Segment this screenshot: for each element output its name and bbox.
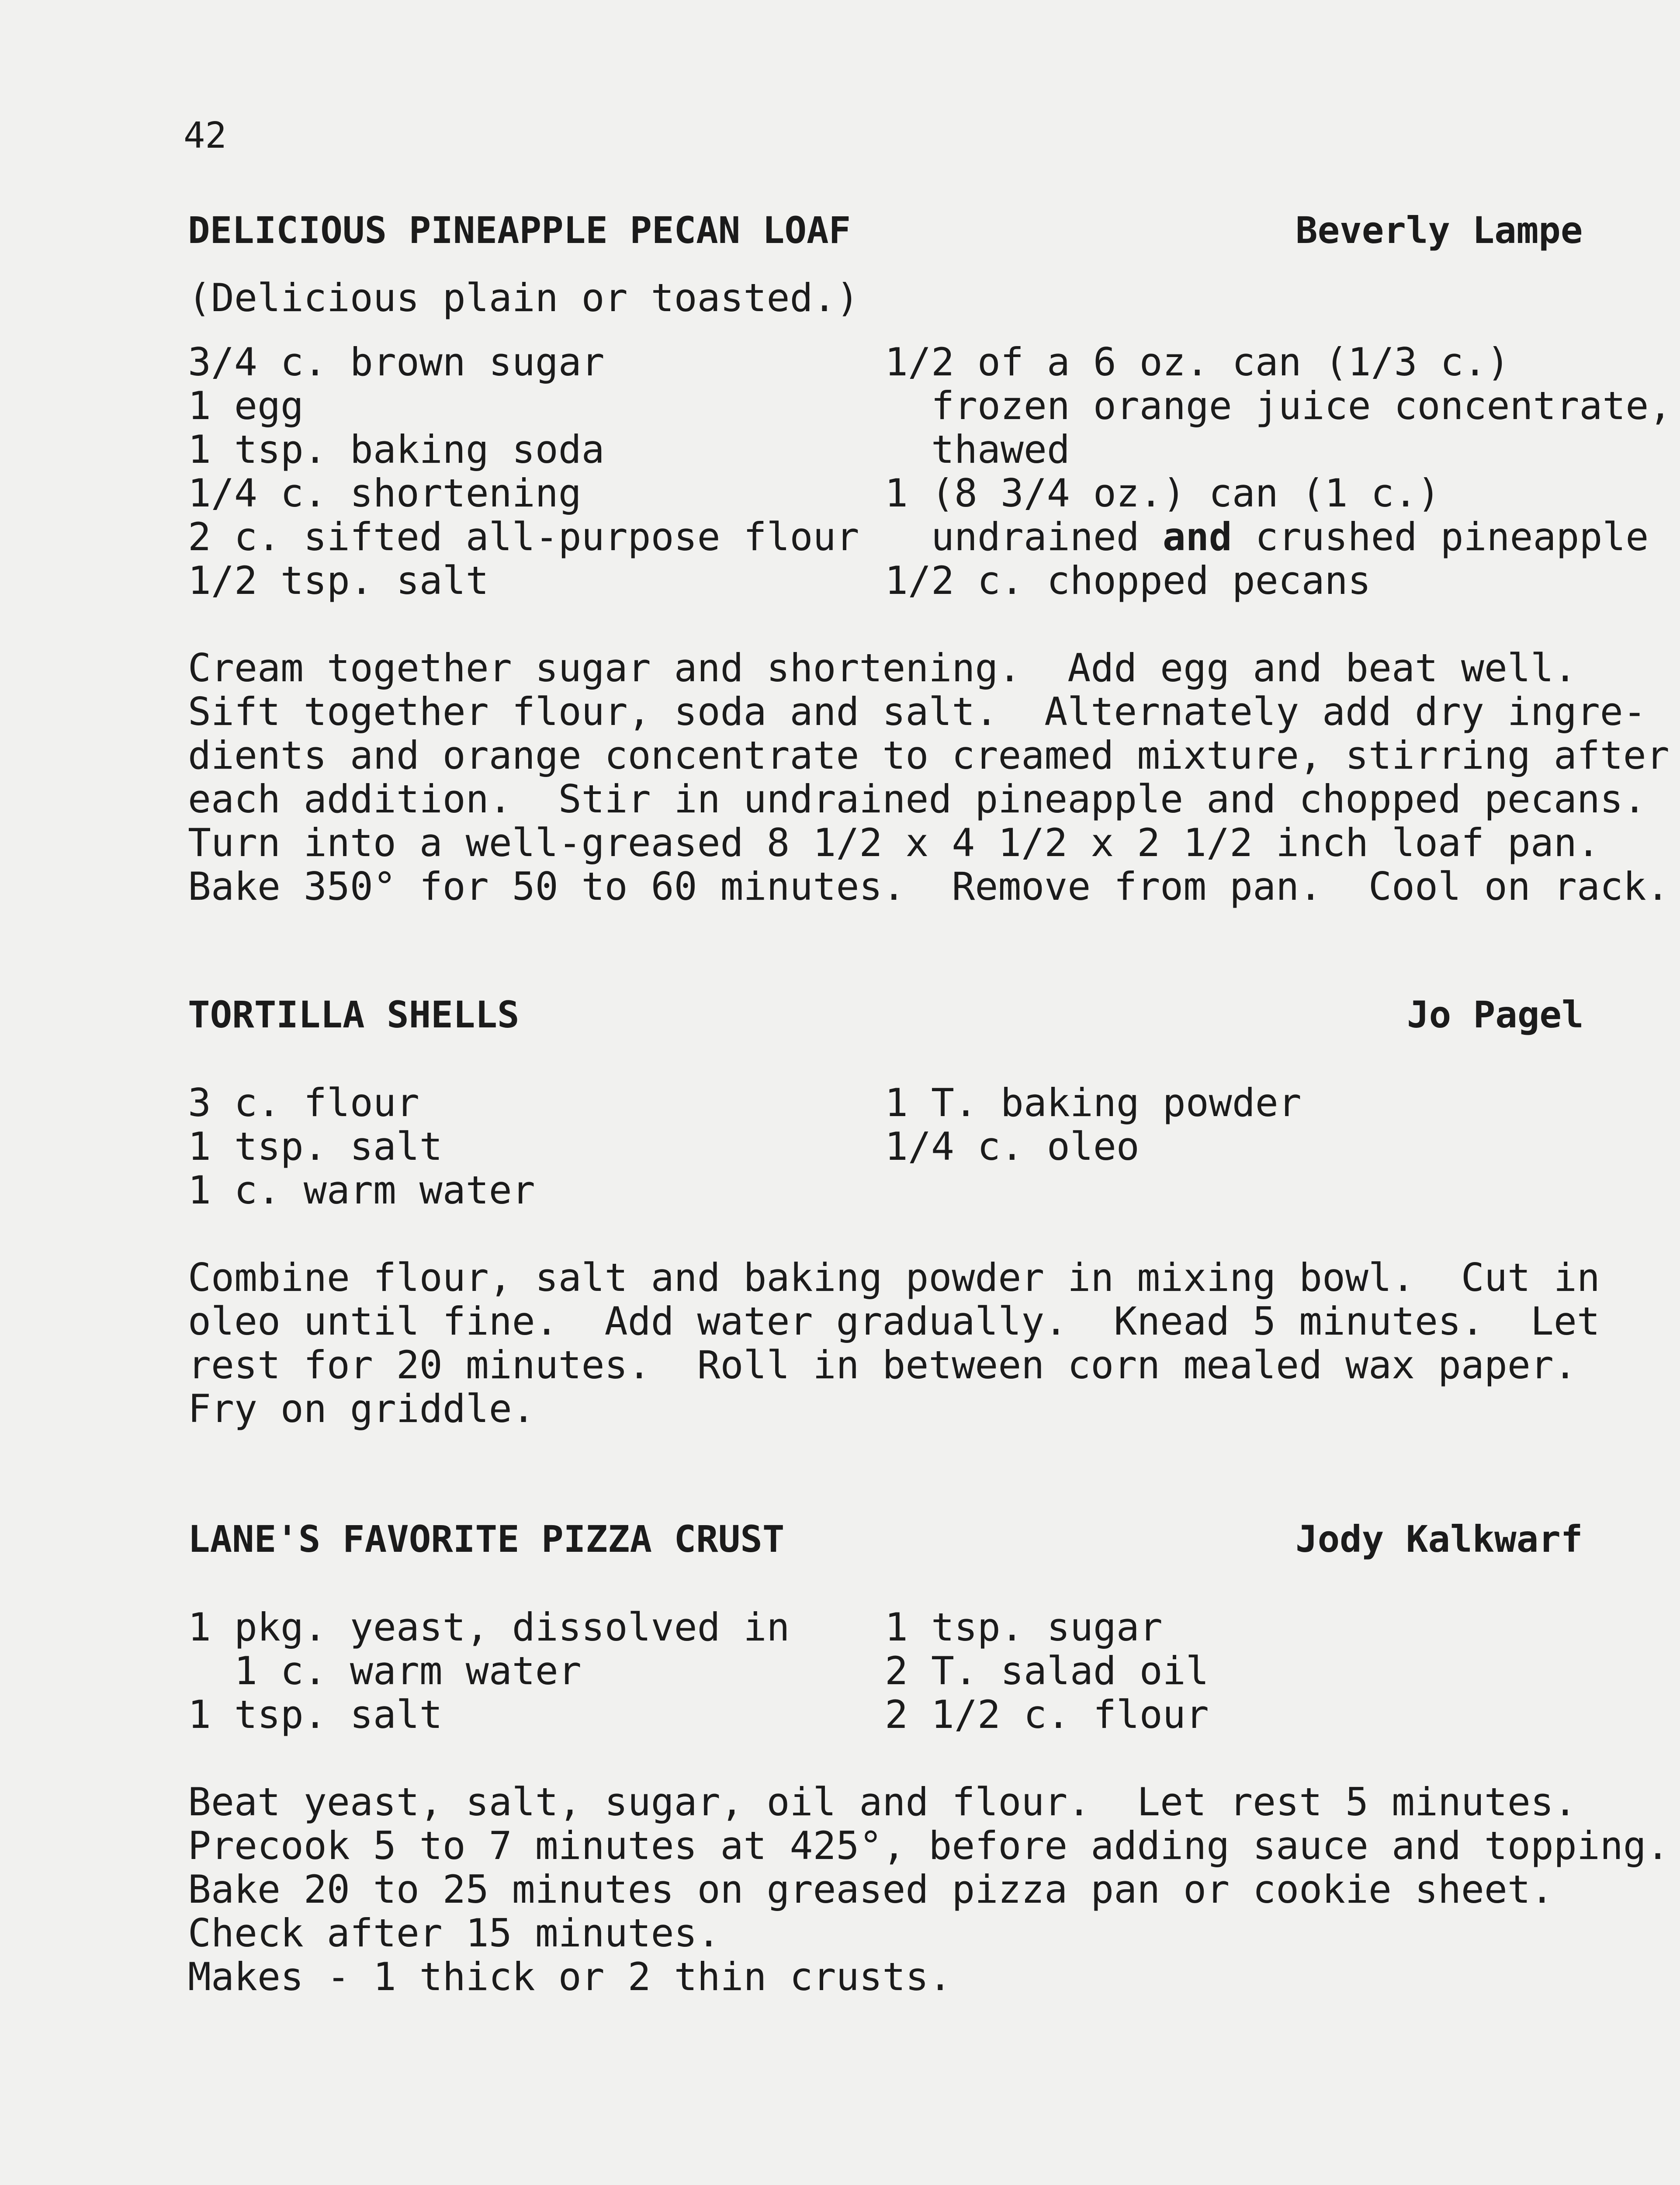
ingredient-line: 1 c. warm water [188, 1648, 582, 1693]
ingredient-line: 1 c. warm water [188, 1168, 535, 1213]
ingredient-line: 2 T. salad oil [885, 1648, 1209, 1693]
direction-line: Bake 350° for 50 to 60 minutes. Remove from pan. Cool on rack. [188, 864, 1670, 909]
ingredient-line: 1/2 tsp. salt [188, 558, 489, 603]
direction-line: oleo until fine. Add water gradually. Knead 5 minutes. Let [188, 1299, 1600, 1344]
ingredient-line: 2 c. sifted all-purpose flour [188, 514, 859, 559]
page-number: 42 [184, 115, 227, 156]
ingredient-line: 3/4 c. brown sugar [188, 340, 605, 385]
recipe-author: Jo Pagel [1407, 993, 1584, 1036]
ingredient-line [885, 514, 1649, 559]
ingredient-line: frozen orange juice concentrate, [885, 383, 1672, 428]
ingredient-line: 2 1/2 c. flour [885, 1692, 1209, 1737]
direction-line: Cream together sugar and shortening. Add egg and beat well. [188, 645, 1577, 690]
direction-line: Precook 5 to 7 minutes at 425°, before adding sauce and topping. [188, 1823, 1670, 1868]
ingredient-line: 1/2 of a 6 oz. can (1/3 c.) [885, 340, 1510, 385]
recipe-author: Beverly Lampe [1296, 209, 1583, 252]
ingredient-line: 1 (8 3/4 oz.) can (1 c.) [885, 471, 1441, 516]
ingredient-line: 1 tsp. salt [188, 1124, 443, 1169]
ingredient-text: undrained [885, 514, 1140, 559]
direction-line: dients and orange concentrate to creamed mixture, stirring after [188, 733, 1670, 778]
direction-line: Sift together flour, soda and salt. Alternately add dry ingre- [188, 689, 1646, 734]
recipe-title: DELICIOUS PINEAPPLE PECAN LOAF [188, 209, 851, 252]
direction-line: Beat yeast, salt, sugar, oil and flour. Let rest 5 minutes. [188, 1779, 1577, 1824]
ingredient-line: 1 tsp. sugar [885, 1605, 1163, 1650]
direction-line: Turn into a well-greased 8 1/2 x 4 1/2 x 2 1/2 inch loaf pan. [188, 820, 1600, 865]
recipe-title: TORTILLA SHELLS [188, 993, 520, 1036]
ingredient-line: 1/2 c. chopped pecans [885, 558, 1371, 603]
direction-line: Fry on griddle. [188, 1386, 535, 1431]
recipe-note: (Delicious plain or toasted.) [188, 275, 859, 320]
ingredient-text: crushed pineapple [1255, 514, 1649, 559]
ingredient-line: 1/4 c. oleo [885, 1124, 1140, 1169]
direction-line: rest for 20 minutes. Roll in between corn mealed wax paper. [188, 1342, 1577, 1387]
recipe-title: LANE'S FAVORITE PIZZA CRUST [188, 1518, 785, 1561]
ingredient-line: thawed [885, 427, 1070, 472]
recipe-author: Jody Kalkwarf [1296, 1518, 1583, 1561]
ingredient-line: 1 tsp. salt [188, 1692, 443, 1737]
ingredient-line: 1/4 c. shortening [188, 471, 582, 516]
ingredient-bold-word: and [1162, 514, 1232, 559]
ingredient-line: 1 pkg. yeast, dissolved in [188, 1605, 790, 1650]
direction-line: Bake 20 to 25 minutes on greased pizza pan or cookie sheet. [188, 1867, 1554, 1912]
direction-line: Makes - 1 thick or 2 thin crusts. [188, 1954, 952, 1999]
direction-line: Check after 15 minutes. [188, 1911, 720, 1956]
direction-line: each addition. Stir in undrained pineapple and chopped pecans. [188, 777, 1646, 822]
direction-line: Combine flour, salt and baking powder in mixing bowl. Cut in [188, 1255, 1600, 1300]
ingredient-line: 1 T. baking powder [885, 1080, 1302, 1125]
ingredient-line: 1 tsp. baking soda [188, 427, 605, 472]
ingredient-line: 1 egg [188, 383, 304, 428]
ingredient-line: 3 c. flour [188, 1080, 419, 1125]
